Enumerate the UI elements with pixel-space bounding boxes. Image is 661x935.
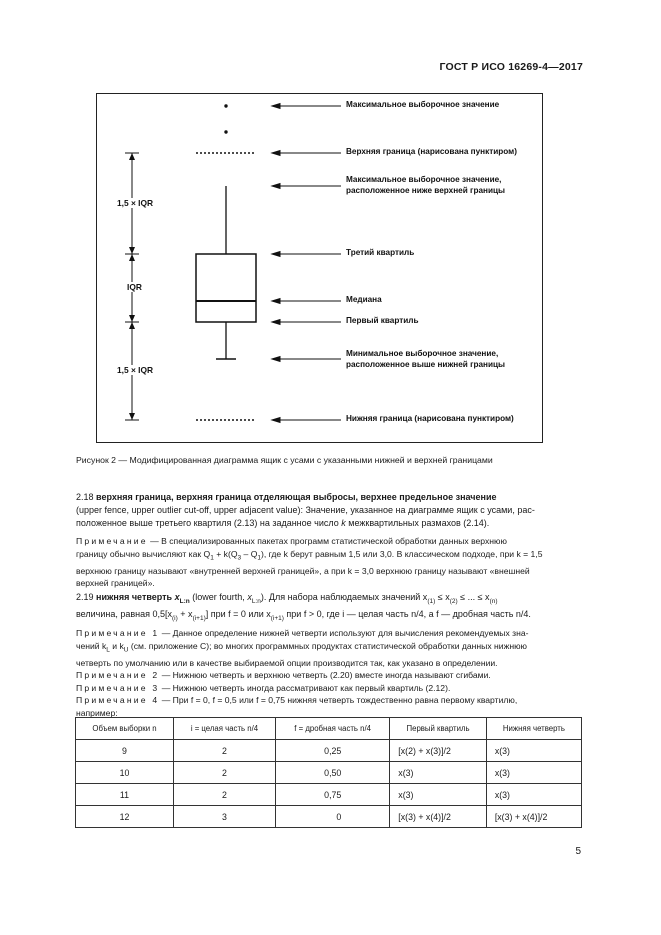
notes-2-19: Примечание 1 — Данное определение нижней четверти используют для вычисления рекомендуемых зна- чений $k_L$ и $k_U$ (см. приложение C); во многих программных продуктах статистической обработки данных нижнюю четверть по умолчанию или в качестве выбираемой опции производится так, как указано в определении. Примечание 2 — Нижнюю четверть и верхнюю четверть (2.20) вместе иногда называют сгибами. Примечание 3 — Нижнюю четверть иногда рассматривают как первый квартиль (2.12). Примечание 4 — При f = 0, f = 0,5 или f = 0,75 нижняя четверть тождественно равна первому квартилю, например: [76, 628, 529, 718]
annotation-min-above-fence: Минимальное выборочное значение, расположенное выше нижней границы [346, 349, 506, 369]
annotation-first-quartile: Первый квартиль [346, 316, 419, 325]
iqr-box [196, 254, 256, 322]
annotation-upper-fence: Верхняя граница (нарисована пунктиром) [346, 147, 517, 156]
outlier-point [224, 104, 227, 107]
term-upper-fence: верхняя граница, верхняя граница отделяющая выбросы, верхнее предельное значение [96, 492, 497, 502]
document-id-header: ГОСТ Р ИСО 16269-4—2017 [439, 61, 583, 73]
page-number: 5 [575, 846, 581, 857]
annotation-median: Медиана [346, 295, 382, 304]
table-row: 9 2 0,25 [x(2) + x(3)]/2 x(3) [76, 740, 582, 762]
note-2-18: Примечание — В специализированных пакетах программ статистической обработки данных верхнюю границу обычно вычисляют как $Q_1 + k(Q_3 - Q_1)$, где k берут равным 1,5 или 3,0. В классическом подходе, при k = 1,5 верхнюю границу называют «внутренней верхней границей», а при k = 3,0 верхнюю границу называют «внешней верхней границей». [76, 536, 543, 589]
boxplot-figure [96, 93, 543, 443]
col-header-i: i = целая часть n/4 [173, 718, 275, 740]
table-row: 12 3 0 [x(3) + x(4)]/2 [x(3) + x(4)]/2 [76, 806, 582, 828]
dimension-label-lower: 1,5 × IQR [117, 365, 154, 375]
table-row: 11 2 0,75 x(3) x(3) [76, 784, 582, 806]
col-header-first-quartile: Первый квартиль [390, 718, 487, 740]
annotation-max-below-fence: Максимальное выборочное значение, расположенное ниже верхней границы [346, 175, 506, 195]
figure-caption: Рисунок 2 — Модифицированная диаграмма ящик с усами с указанными нижней и верхней границами [76, 455, 493, 465]
dimension-label-iqr: IQR [127, 282, 142, 292]
dimension-label-upper: 1,5 × IQR [117, 198, 154, 208]
table-header-row [76, 718, 582, 740]
table-row: 10 2 0,50 x(3) x(3) [76, 762, 582, 784]
annotation-third-quartile: Третий квартиль [346, 248, 415, 257]
outlier-point [224, 130, 227, 133]
annotation-arrows [272, 104, 341, 423]
term-lower-fourth: нижняя четверть [96, 592, 173, 602]
annotation-max-value: Максимальное выборочное значение [346, 100, 500, 109]
definition-2-18: 2.18 верхняя граница, верхняя граница отделяющая выбросы, верхнее предельное значение (upper fence, upper outlier cut-off, upper adjacent value): Значение, указанное на диаграмме ящик с усами, рас- положенное выше третьего квартиля (2.13) на заданное число k межквартильных размахов (2.14). [76, 492, 535, 528]
definition-2-19: 2.19 нижняя четверть $x_{L:n}$ (lower fourth, $x_{L:n}$). Для набора наблюдаемых значений $x_{(1)} \le x_{(2)}$ ≤ ... ≤ $x_{(n)}$ величина, равная $0,5[x_{(i)} + x_{(i+1)}]$ при f = 0 или $x_{(i+1)}$ при f > 0, где i — целая часть n/4, а f — дробная часть n/4. [76, 592, 531, 622]
quartile-table [75, 717, 582, 828]
annotation-lower-fence: Нижняя граница (нарисована пунктиром) [346, 414, 514, 423]
col-header-lower-fourth: Нижняя четверть [486, 718, 581, 740]
col-header-n: Объем выборки n [76, 718, 174, 740]
col-header-f: f = дробная часть n/4 [275, 718, 389, 740]
